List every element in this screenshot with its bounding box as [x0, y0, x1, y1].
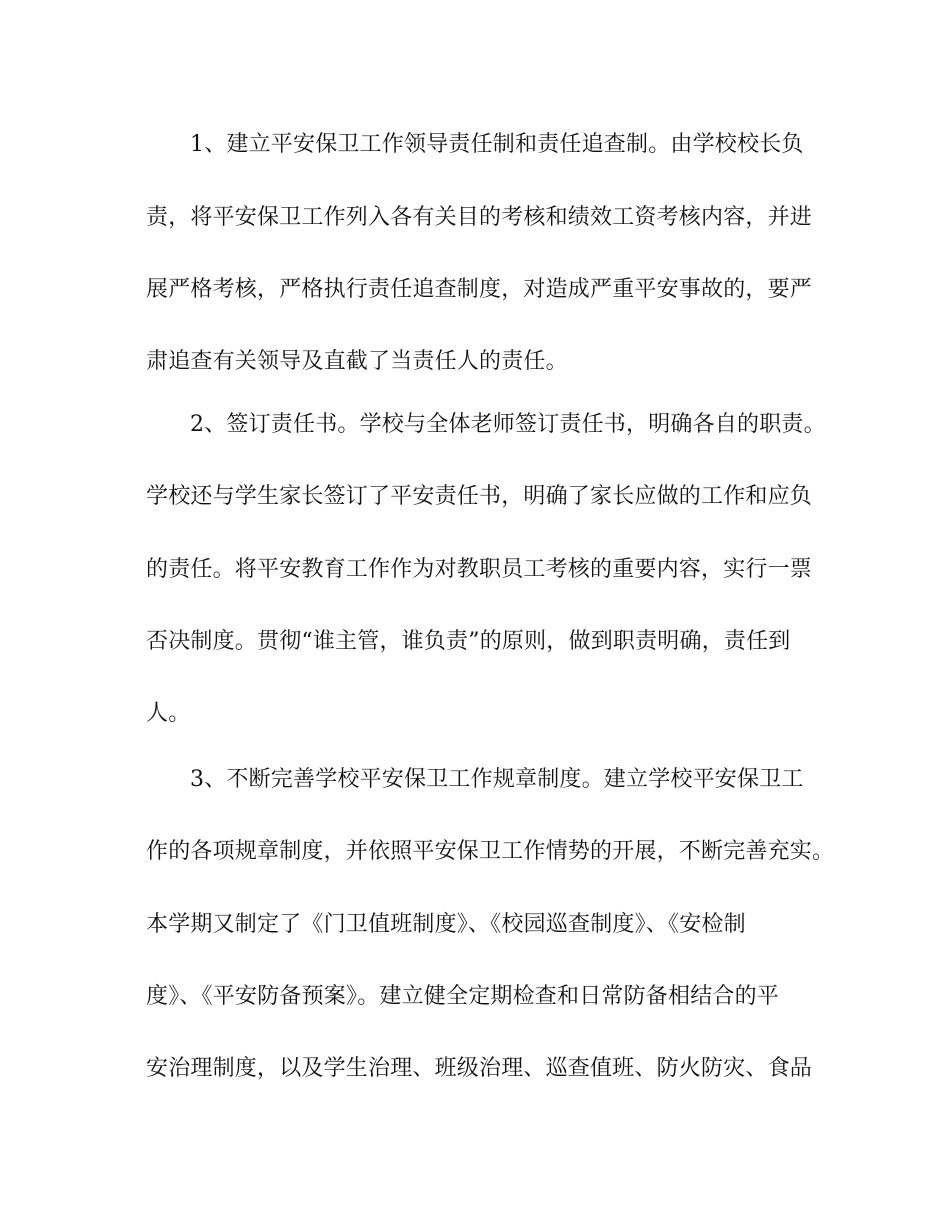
paragraph-3-line-3: 本学期又制定了《门卫值班制度》、《校园巡查制度》、《安检制 [146, 912, 746, 937]
paragraph-2-line-2: 学校还与学生家长签订了平安责任书，明确了家长应做的工作和应负 [146, 484, 813, 509]
paragraph-3-line-4: 度》、《平安防备预案》。建立健全定期检查和日常防备相结合的平 [146, 984, 780, 1009]
paragraph-1-line-2: 责，将平安保卫工作列入各有关目的考核和绩效工资考核内容，并进 [146, 205, 813, 230]
paragraph-2-line-4: 否决制度。贯彻“谁主管，谁负责”的原则，做到职责明确，责任到 [146, 629, 791, 654]
paragraph-1-line-3: 展严格考核，严格执行责任追查制度，对造成严重平安事故的，要严 [146, 277, 813, 302]
paragraph-3-line-5: 安治理制度，以及学生治理、班级治理、巡查值班、防火防灾、食品 [146, 1056, 813, 1081]
paragraph-3-line-2: 作的各项规章制度，并依照平安保卫工作情势的开展，不断完善充实。 [146, 839, 835, 864]
paragraph-2-line-3: 的责任。将平安教育工作作为对教职员工考核的重要内容，实行一票 [146, 557, 813, 582]
paragraph-3-line-1: 3、不断完善学校平安保卫工作规章制度。建立学校平安保卫工 [190, 767, 804, 792]
paragraph-2-line-1: 2、签订责任书。学校与全体老师签订责任书，明确各自的职责。 [190, 412, 826, 437]
paragraph-2-line-5: 人。 [146, 701, 191, 726]
paragraph-1-line-1: 1、建立平安保卫工作领导责任制和责任追查制。由学校校长负 [190, 132, 804, 157]
paragraph-1-line-4: 肃追查有关领导及直截了当责任人的责任。 [146, 349, 568, 374]
